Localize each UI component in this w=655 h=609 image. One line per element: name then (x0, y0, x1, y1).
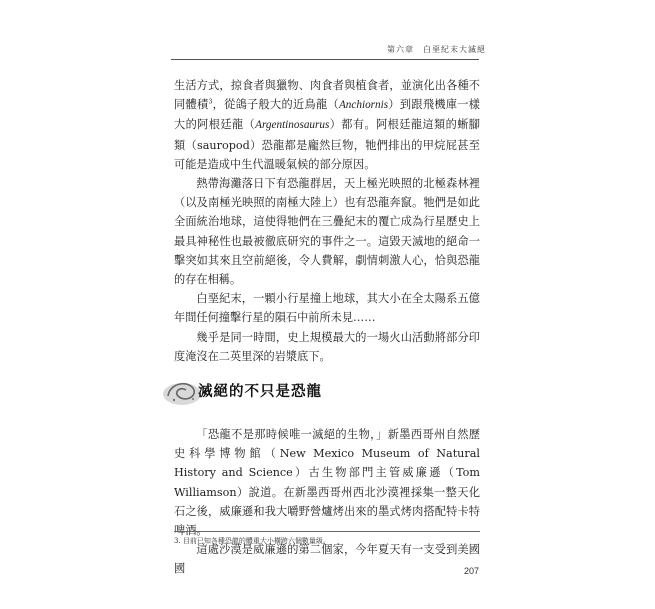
paragraph-1 (174, 76, 480, 174)
p1-text-b: ，從鴿子般大的近鳥龍（ (212, 98, 339, 112)
p1-text-d: ）都有。阿根廷龍這類的蜥腳類（sauropod）恐龍都是龐然巨物，牠們排出的甲烷屁甚至可能是造成中生代溫暖氣候的部分原因。 (174, 118, 480, 171)
latin-anchiornis: Anchiornis (338, 99, 389, 112)
body-text (174, 76, 480, 579)
p1-text-c: ）到跟飛機庫一樣大的阿根廷龍（ (174, 98, 480, 132)
page-number: 207 (464, 566, 480, 576)
paragraph-2: 熱帶海灘落日下有恐龍群居，天上極光映照的北極森林裡（以及南極光映照的南極大陸上）也有恐龍奔竄。牠們是如此全面統治地球，這使得牠們在三疊紀末的覆亡成為行星歷史上最具神秘性也最被徹底研究的事件之一。這毀天滅地的絕命一擊突如其來且空前絕後，令人費解，劇情刺激人心，恰與恐龍的存在相稱。 (174, 177, 480, 287)
section-title: 滅絕的不只是恐龍 (198, 384, 322, 401)
section-heading (174, 380, 480, 412)
paragraph-5: 「恐龍不是那時候唯一滅絕的生物，」新墨西哥州自然歷史科學博物館（New Mexico Museum of Natural History and Science）古生物部門主管威廉遜（Tom Williamson）說道。在新墨西哥州西北沙漠裡採集一整天化石之後，威廉遜和我大嚼野營爐烤出來的墨式烤肉搭配特卡特啤酒。 (174, 428, 480, 538)
running-header: 第六章 白堊紀末大滅絕 (387, 45, 486, 54)
header-rule (171, 59, 479, 60)
paragraph-4: 幾乎是同一時間，史上規模最大的一場火山活動將部分印度淹沒在二英里深的岩漿底下。 (174, 330, 480, 363)
paragraph-3: 白堊紀末，一顆小行星撞上地球，其大小在全太陽系五億年間任何撞擊行星的隕石中前所未見…… (174, 292, 480, 325)
latin-argentinosaurus: Argentinosaurus (255, 119, 330, 132)
paragraph-6: 這處沙漠是威廉遜的第二個家，今年夏天有一支受到美國國 (174, 543, 480, 576)
footnote-ref: 3 (208, 98, 213, 106)
footnote-rule (174, 531, 480, 532)
footnote: 3. 目前已知各種恐龍的體重大小橫跨六個數量級。 (174, 537, 330, 545)
p1-text-a: 生活方式，掠食者與獵物、肉食者與植食者，並演化出各種不同體積 (174, 79, 480, 112)
